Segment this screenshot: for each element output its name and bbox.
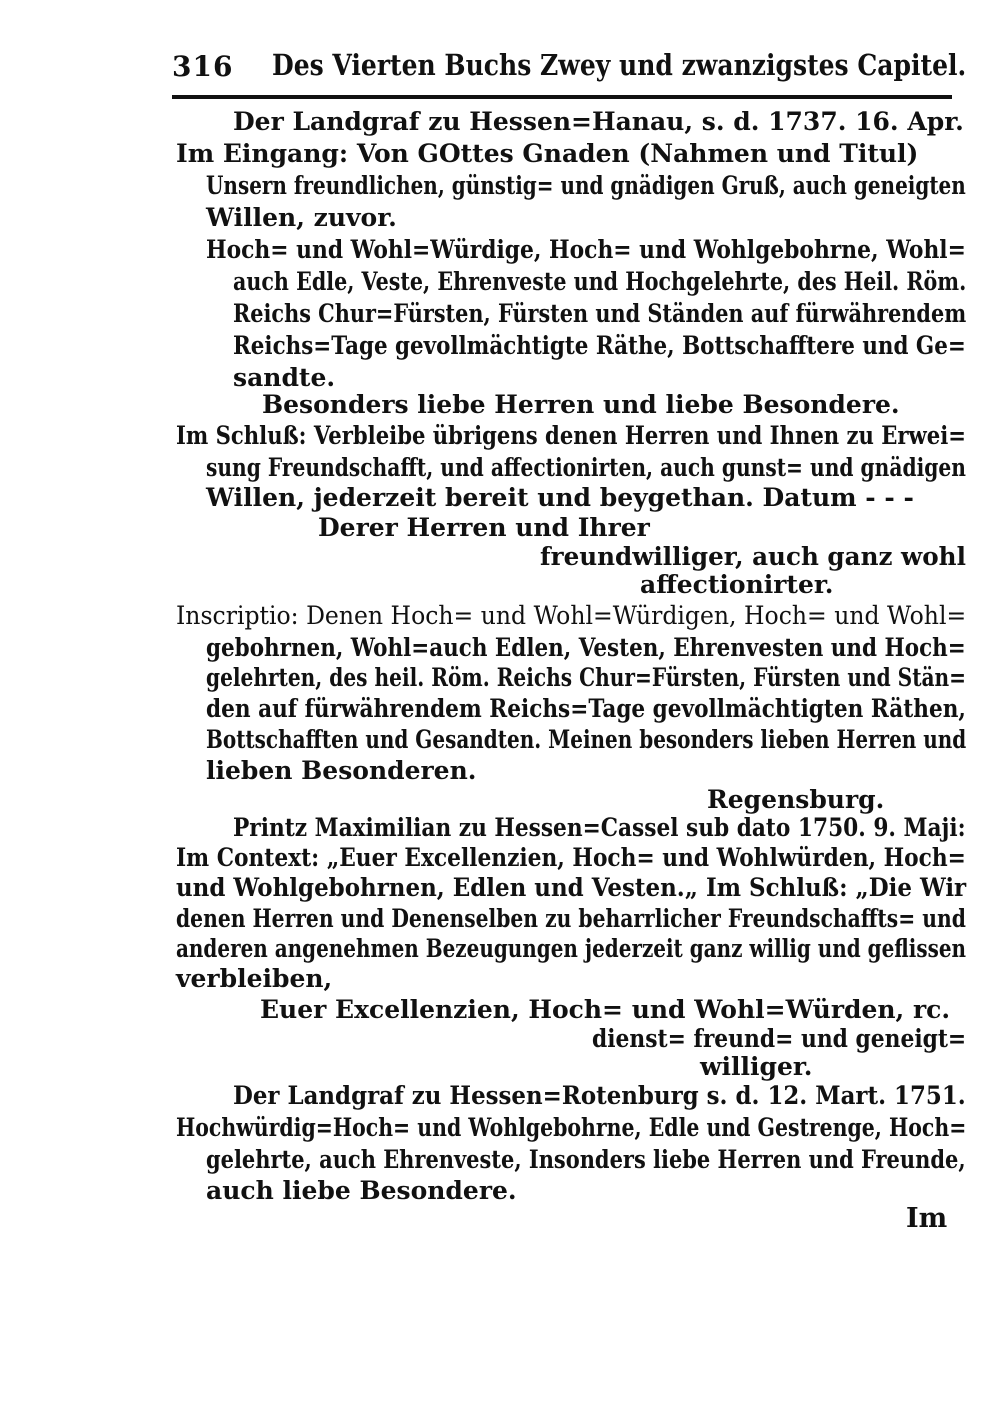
- text-line: Der Landgraf zu Hessen=Hanau, s. d. 1737. 16. Apr.: [233, 107, 964, 136]
- text-line: freundwilliger, auch ganz wohl: [540, 542, 966, 571]
- text-line: Printz Maximilian zu Hessen=Cassel sub dato 1750. 9. Maji:: [233, 813, 966, 842]
- header-rule: [172, 95, 952, 99]
- text-line: dienst= freund= und geneigt=: [592, 1024, 967, 1053]
- text-line: affectionirter.: [640, 570, 834, 599]
- text-line: den auf fürwährendem Reichs=Tage gevollmächtigten Räthen,: [206, 694, 966, 723]
- text-line: sung Freundschafft, und affectionirten, auch gunst= und gnädigen: [206, 453, 966, 482]
- text-line: Willen, zuvor.: [206, 203, 397, 232]
- text-line: Willen, jederzeit bereit und beygethan. Datum - - -: [206, 483, 914, 512]
- text-line: anderen angenehmen Bezeugungen jederzeit ganz willig und geflissen: [176, 934, 967, 963]
- text-line: gelehrten, des heil. Röm. Reichs Chur=Fürsten, Fürsten und Stän=: [206, 663, 967, 692]
- text-line: auch liebe Besondere.: [206, 1176, 517, 1205]
- running-title: Des Vierten Buchs Zwey und zwanzigstes Capitel.: [272, 48, 967, 82]
- text-line: gebohrnen, Wohl=auch Edlen, Vesten, Ehrenvesten und Hoch=: [206, 633, 966, 662]
- text-line: Im Schluß: Verbleibe übrigens denen Herren und Ihnen zu Erwei=: [176, 421, 966, 450]
- text-line: auch Edle, Veste, Ehrenveste und Hochgelehrte, des Heil. Röm.: [233, 267, 967, 296]
- text-line: und Wohlgebohrnen, Edlen und Vesten.„ Im Schluß: „Die Wir: [176, 873, 967, 902]
- text-line: Euer Excellenzien, Hoch= und Wohl=Würden, rc.: [260, 995, 951, 1024]
- text-line: Besonders liebe Herren und liebe Besondere.: [262, 390, 900, 419]
- catchword: Im: [906, 1203, 948, 1234]
- text-line: Hochwürdig=Hoch= und Wohlgebohrne, Edle und Gestrenge, Hoch=: [176, 1113, 967, 1142]
- text-line: lieben Besonderen.: [206, 756, 477, 785]
- page-header: [172, 44, 967, 94]
- text-line: denen Herren und Denenselben zu beharrlicher Freundschaffts= und: [176, 904, 966, 933]
- text-line: Regensburg.: [707, 785, 885, 814]
- text-line: verbleiben,: [176, 964, 333, 993]
- text-line: sandte.: [233, 363, 336, 392]
- text-line: williger.: [700, 1052, 813, 1081]
- text-line: Derer Herren und Ihrer: [318, 513, 650, 542]
- text-line: Reichs=Tage gevollmächtigte Räthe, Bottschafftere und Ge=: [233, 331, 966, 360]
- text-line: Hoch= und Wohl=Würdige, Hoch= und Wohlgebohrne, Wohl=: [206, 235, 966, 264]
- text-line: Bottschafften und Gesandten. Meinen besonders lieben Herren und: [206, 725, 967, 754]
- text-line: Im Context: „Euer Excellenzien, Hoch= und Wohlwürden, Hoch=: [176, 843, 966, 872]
- text-line: Inscriptio: Denen Hoch= und Wohl=Würdigen, Hoch= und Wohl=: [176, 601, 967, 630]
- text-line: gelehrte, auch Ehrenveste, Insonders liebe Herren und Freunde,: [206, 1145, 966, 1174]
- text-line: Reichs Chur=Fürsten, Fürsten und Ständen auf fürwährendem: [233, 299, 967, 328]
- text-line: Unsern freundlichen, günstig= und gnädigen Gruß, auch geneigten: [206, 171, 966, 200]
- text-line: Der Landgraf zu Hessen=Rotenburg s. d. 12. Mart. 1751.: [233, 1081, 966, 1110]
- page-number: 316: [172, 50, 234, 83]
- text-line: Im Eingang: Von GOttes Gnaden (Nahmen und Titul): [176, 139, 919, 168]
